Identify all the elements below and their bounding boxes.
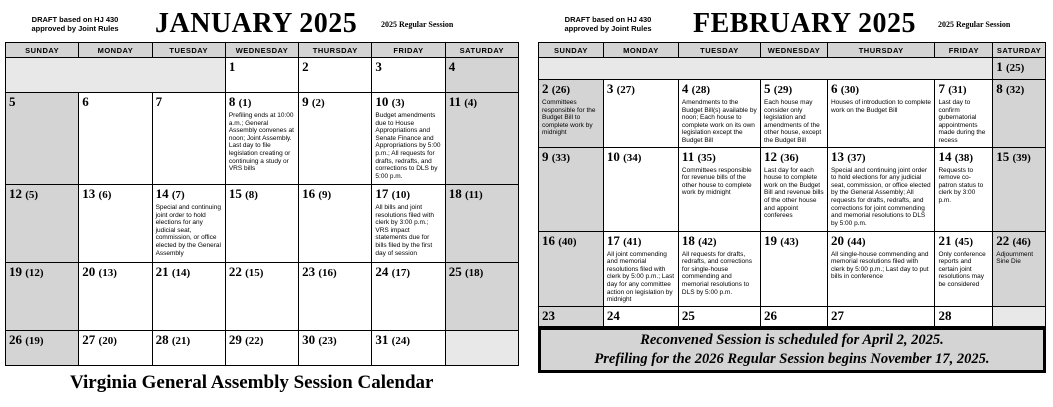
week-row	[539, 231, 1046, 306]
weekday-saturday: SATURDAY	[445, 43, 518, 58]
day-cell	[445, 185, 518, 263]
day-cell	[539, 147, 604, 231]
day-cell	[445, 93, 518, 185]
day-number: 6	[830, 81, 838, 96]
session-day: (1)	[238, 97, 252, 109]
day-number: 25	[681, 307, 695, 323]
day-cell	[603, 147, 678, 231]
day-number: 30	[302, 332, 316, 347]
day-number: 20	[82, 264, 96, 279]
day-number: 18	[448, 186, 462, 201]
session-day: (3)	[391, 97, 405, 109]
day-cell	[372, 58, 445, 93]
day-cell	[935, 231, 993, 306]
day-number: 7	[155, 94, 163, 109]
day-number: 13	[830, 148, 844, 164]
session-day: (43)	[780, 235, 799, 248]
day-cell	[678, 231, 760, 306]
session-day: (23)	[318, 335, 337, 347]
session-day: (32)	[1005, 84, 1025, 96]
day-number: 29	[228, 332, 242, 347]
session-day: (13)	[98, 267, 117, 279]
day-cell	[993, 80, 1046, 148]
empty-cell	[445, 331, 518, 366]
day-number: 1	[228, 59, 236, 74]
weekday-thursday: THURSDAY	[299, 43, 372, 58]
session-day: (33)	[551, 151, 571, 164]
day-cell	[225, 263, 298, 331]
day-cell	[79, 263, 152, 331]
reconvened-notice: Reconvened Session is scheduled for April 2, 2025.	[640, 332, 944, 348]
weekday-wednesday: WEDNESDAY	[761, 43, 828, 58]
empty-cell	[539, 58, 993, 80]
session-day: (41)	[623, 235, 642, 248]
session-day: (36)	[780, 151, 799, 164]
session-label: 2025 Regular Session	[938, 20, 1011, 29]
day-number: 2	[302, 59, 309, 74]
weekday-friday: FRIDAY	[372, 43, 445, 58]
day-cell	[993, 58, 1046, 80]
session-day: (14)	[171, 267, 191, 279]
week-row	[539, 58, 1046, 80]
day-note: Committees responsible for the Budget Bill to complete work by midnight	[542, 99, 596, 137]
session-day: (28)	[691, 84, 710, 96]
day-note: Amendments to the Budget Bill(s) available by noon; Each house to complete work on its own legislation except the Budget Bill	[681, 99, 757, 144]
week-row	[539, 80, 1046, 148]
day-note: All requests for drafts, redrafts, and corrections for single-house commending and memorial resolutions to DLS by 5:00 p.m.	[681, 250, 753, 296]
weekday-tuesday: TUESDAY	[152, 43, 225, 58]
day-number: 22	[996, 232, 1010, 248]
day-cell	[299, 263, 372, 331]
day-number: 26	[764, 307, 778, 323]
day-cell	[827, 231, 934, 306]
day-note: Last day to confirm gubernatorial appointments made during the recess	[938, 99, 986, 144]
day-cell	[372, 185, 445, 263]
day-cell	[299, 58, 372, 93]
day-cell	[603, 306, 678, 326]
day-note: All bills and joint resolutions filed with clerk by 3:00 p.m.; VRS impact statements due for bills filed by the first day of session	[375, 204, 434, 257]
day-note: Special and continuing joint order to hold elections for any judicial seat, commission, or office elected by the General Assembly; All requests for drafts, redrafts, and corrections for joint commending and memorial resolutions to DLS by 5:00 p.m.	[830, 166, 931, 227]
day-cell	[539, 80, 604, 148]
session-day: (19)	[25, 335, 44, 347]
session-day: (22)	[245, 335, 264, 347]
week-row	[6, 93, 519, 185]
day-number: 24	[375, 264, 389, 279]
weekday-monday: MONDAY	[79, 43, 152, 58]
day-cell	[152, 93, 225, 185]
draft-note: DRAFT based on HJ 430 approved by Joint Rules	[31, 15, 119, 33]
day-number: 17	[606, 232, 620, 248]
day-note: Budget amendments due to House Appropriations and Senate Finance and Appropriations by 5:00 p.m.; All requests for drafts, redrafts, and corrections to DLS by 5:00 p.m.	[375, 112, 441, 180]
day-number: 13	[82, 186, 96, 201]
weekday-sunday: SUNDAY	[539, 43, 604, 58]
weekday-row	[6, 43, 519, 58]
day-cell	[152, 185, 225, 263]
session-day: (35)	[697, 151, 716, 164]
january-header	[5, 0, 519, 42]
day-note: Special and continuing joint order to hold elections for any judicial seat, commission, or office elected by the General Assembly	[155, 204, 221, 257]
day-number: 10	[606, 148, 620, 164]
session-day: (21)	[171, 335, 191, 347]
session-day: (27)	[616, 84, 635, 96]
session-day: (39)	[1012, 151, 1031, 164]
day-number: 23	[542, 307, 555, 323]
day-cell	[152, 331, 225, 366]
month-title: JANUARY 2025	[155, 8, 358, 39]
session-day: (31)	[948, 84, 967, 96]
session-day: (20)	[98, 335, 117, 347]
day-number: 18	[681, 232, 695, 248]
session-day: (6)	[98, 189, 112, 201]
day-cell	[827, 80, 934, 148]
draft-note: DRAFT based on HJ 430 approved by Joint Rules	[564, 15, 652, 33]
day-note: Adjournment Sine Die	[996, 250, 1034, 266]
session-day: (4)	[464, 97, 478, 109]
day-number: 6	[82, 94, 89, 109]
session-day: (2)	[311, 97, 325, 109]
day-number: 11	[448, 94, 461, 109]
day-cell	[79, 331, 152, 366]
day-number: 9	[302, 94, 309, 109]
week-row	[539, 306, 1046, 326]
day-number: 17	[375, 186, 389, 201]
session-day: (8)	[245, 189, 258, 201]
session-day: (18)	[464, 267, 484, 279]
day-number: 9	[542, 148, 549, 164]
day-number: 23	[302, 264, 316, 279]
day-number: 31	[375, 332, 389, 347]
day-cell	[225, 93, 298, 185]
day-cell	[372, 263, 445, 331]
session-day: (26)	[551, 84, 571, 96]
day-number: 5	[9, 94, 16, 109]
day-cell	[152, 263, 225, 331]
day-cell	[299, 93, 372, 185]
day-cell	[539, 231, 604, 306]
prefiling-notice: Prefiling for the 2026 Regular Session begins November 17, 2025.	[594, 351, 990, 367]
day-cell	[993, 147, 1046, 231]
day-number: 16	[542, 232, 555, 248]
weekday-tuesday: TUESDAY	[678, 43, 760, 58]
day-cell	[539, 306, 604, 326]
day-cell	[372, 93, 445, 185]
day-number: 4	[448, 59, 456, 74]
day-cell	[6, 331, 79, 366]
empty-cell	[993, 306, 1046, 326]
day-number: 19	[9, 264, 22, 279]
empty-cell	[6, 58, 226, 93]
session-day: (40)	[558, 235, 577, 248]
session-day: (29)	[773, 84, 793, 96]
day-cell	[678, 306, 760, 326]
day-number: 20	[830, 232, 844, 248]
day-cell	[79, 93, 152, 185]
weekday-wednesday: WEDNESDAY	[225, 43, 298, 58]
month-title: FEBRUARY 2025	[693, 8, 917, 39]
day-number: 2	[542, 81, 549, 96]
day-number: 8	[228, 94, 236, 109]
weekday-row	[539, 43, 1046, 58]
day-cell	[299, 185, 372, 263]
day-note: All single-house commending and memorial resolutions filed with clerk by 5:00 p.m.; Last day to put bills in conference	[830, 250, 929, 281]
session-day: (38)	[954, 151, 974, 164]
calendar-footer-title: Virginia General Assembly Session Calendar	[70, 372, 434, 393]
day-number: 1	[996, 59, 1003, 74]
session-day: (45)	[954, 235, 974, 248]
day-number: 7	[938, 81, 945, 96]
day-cell	[6, 93, 79, 185]
day-number: 3	[606, 81, 614, 96]
day-number: 15	[228, 186, 242, 201]
day-number: 15	[996, 148, 1010, 164]
session-day: (11)	[464, 189, 483, 201]
day-number: 25	[448, 264, 462, 279]
session-day: (16)	[318, 267, 337, 279]
day-cell	[761, 80, 828, 148]
day-number: 3	[375, 59, 382, 74]
day-number: 21	[155, 264, 169, 279]
day-cell	[827, 147, 934, 231]
january-calendar	[5, 0, 519, 366]
session-day: (12)	[25, 267, 44, 279]
day-note: Only conference reports and certain joint resolutions may be considered	[938, 250, 986, 288]
day-cell	[225, 58, 298, 93]
day-number: 5	[764, 81, 771, 96]
day-number: 22	[228, 264, 242, 279]
day-cell	[761, 147, 828, 231]
day-cell	[935, 306, 993, 326]
day-number: 27	[82, 332, 96, 347]
announcement-box	[538, 327, 1046, 373]
day-number: 28	[155, 332, 169, 347]
day-cell	[678, 147, 760, 231]
day-number: 8	[996, 81, 1003, 96]
day-number: 26	[9, 332, 22, 347]
session-day: (46)	[1012, 235, 1031, 248]
day-number: 19	[764, 232, 778, 248]
day-cell	[993, 231, 1046, 306]
day-note: Each house may consider only legislation and amendments of the other house, except the Budget Bill	[764, 99, 822, 144]
day-cell	[827, 306, 934, 326]
day-cell	[761, 306, 828, 326]
day-note: Requests to remove co-patron status to clerk by 3:00 p.m.	[938, 166, 984, 204]
day-number: 28	[938, 307, 952, 323]
session-day: (24)	[391, 335, 410, 347]
session-day: (42)	[698, 235, 717, 248]
day-cell	[445, 58, 518, 93]
day-number: 24	[606, 307, 620, 323]
day-cell	[6, 185, 79, 263]
day-cell	[603, 80, 678, 148]
day-number: 11	[681, 148, 695, 164]
week-row	[539, 147, 1046, 231]
session-day: (7)	[171, 189, 185, 201]
day-number: 27	[830, 307, 844, 323]
day-number: 4	[681, 81, 689, 96]
session-label: 2025 Regular Session	[381, 20, 454, 29]
session-day: (17)	[391, 267, 410, 279]
february-header	[538, 0, 1046, 42]
session-day: (37)	[847, 151, 866, 164]
week-row	[6, 185, 519, 263]
day-cell	[79, 185, 152, 263]
day-cell	[935, 147, 993, 231]
day-cell	[678, 80, 760, 148]
week-row	[6, 58, 519, 93]
session-day: (5)	[25, 189, 39, 201]
day-number: 12	[764, 148, 778, 164]
day-cell	[225, 331, 298, 366]
session-day: (25)	[1005, 62, 1025, 74]
day-number: 21	[938, 232, 952, 248]
day-cell	[603, 231, 678, 306]
day-note: Last day for each house to complete work on the Budget Bill and revenue bills of the other house and appoint conferees	[764, 166, 824, 220]
day-number: 16	[302, 186, 316, 201]
weekday-friday: FRIDAY	[935, 43, 993, 58]
session-day: (30)	[840, 84, 860, 96]
day-cell	[935, 80, 993, 148]
day-note: Houses of introduction to complete work on the Budget Bill	[830, 99, 932, 114]
february-grid	[538, 42, 1046, 327]
day-note: All joint commending and memorial resolutions filed with clerk by 5:00 p.m.; Last day for any committee action on legislation by midnight	[606, 250, 675, 304]
weekday-saturday: SATURDAY	[993, 43, 1046, 58]
session-day: (9)	[318, 189, 332, 201]
day-number: 12	[9, 186, 22, 201]
day-number: 14	[155, 186, 169, 201]
day-note: Committees responsible for revenue bills of the other house to complete work by midnight	[681, 166, 752, 197]
day-note: Prefiling ends at 10:00 a.m.; General Assembly convenes at noon; Joint Assembly. Last day to file legislation creating or continuing a study or VRS bills	[228, 112, 294, 173]
session-day: (34)	[623, 151, 642, 164]
day-cell	[225, 185, 298, 263]
week-row	[6, 263, 519, 331]
january-grid	[5, 42, 519, 366]
session-day: (10)	[391, 189, 410, 201]
day-number: 10	[375, 94, 389, 109]
session-day: (15)	[245, 267, 264, 279]
february-calendar	[538, 0, 1046, 327]
day-cell	[299, 331, 372, 366]
day-cell	[6, 263, 79, 331]
day-cell	[445, 263, 518, 331]
weekday-monday: MONDAY	[603, 43, 678, 58]
weekday-thursday: THURSDAY	[827, 43, 934, 58]
day-cell	[761, 231, 828, 306]
weekday-sunday: SUNDAY	[6, 43, 79, 58]
day-number: 14	[938, 148, 952, 164]
week-row	[6, 331, 519, 366]
session-day: (44)	[847, 235, 866, 248]
day-cell	[372, 331, 445, 366]
